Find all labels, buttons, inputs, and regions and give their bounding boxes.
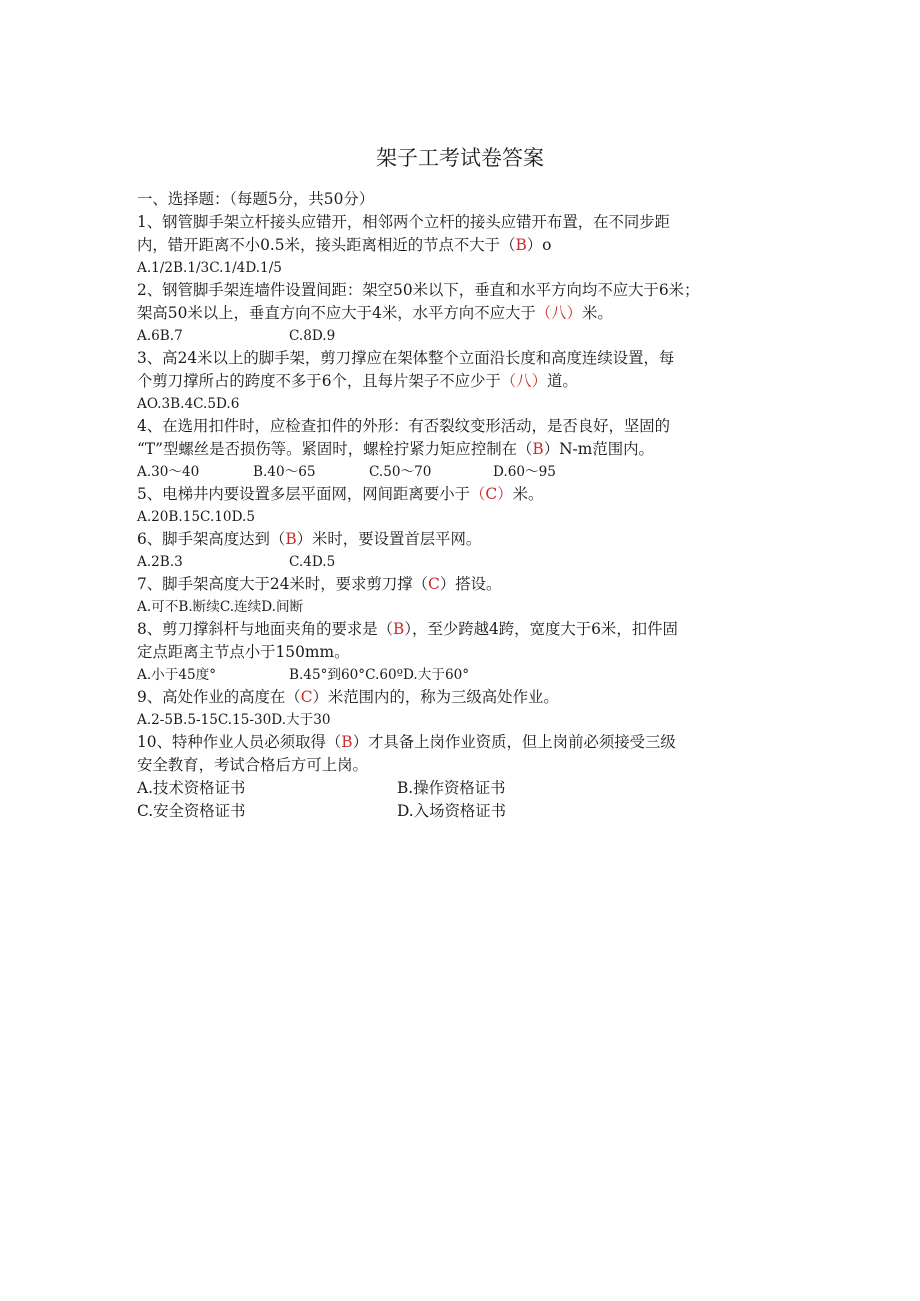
- question-4-line-2: [137, 438, 787, 461]
- question-9-line-1: [137, 686, 787, 709]
- option-cd: C.4D.5: [289, 554, 336, 570]
- question-6-line-1: [137, 528, 787, 551]
- question-7-options: A.可不B.断续C.连续D.间断: [137, 599, 304, 615]
- question-8-line-1: [137, 618, 787, 641]
- question-10-options-row-2: [137, 800, 787, 823]
- option-bcd: B.45°到60°C.60ºD.大于60°: [289, 667, 470, 683]
- question-6-options: [137, 551, 787, 573]
- question-10-line-2: 安全教育，考试合格后方可上岗。: [137, 756, 368, 774]
- option-a: A.技术资格证书: [137, 779, 246, 797]
- question-2-line-2: [137, 302, 787, 325]
- question-list: [137, 188, 787, 823]
- option-ab: A.2B.3: [137, 554, 183, 570]
- question-10-line-1: [137, 731, 787, 754]
- answer-1: B: [515, 236, 527, 254]
- page-title: 架子工考试卷答案: [376, 146, 544, 170]
- question-8-text: 8、剪刀撑斜杆与地面夹角的要求是（: [137, 620, 394, 638]
- question-3-options: AO.3B.4C.5D.6: [137, 396, 240, 412]
- question-2-text: 架高50米以上，垂直方向不应大于4米，水平方向不应大于: [137, 304, 536, 322]
- answer-8: B: [393, 620, 405, 638]
- answer-6: B: [285, 530, 297, 548]
- option-cd: C.8D.9: [289, 328, 336, 344]
- question-9-tail: ）米范围内的，称为三级高处作业。: [312, 688, 559, 706]
- answer-5: （C）: [470, 485, 513, 503]
- section-heading: 一、选择题：（每题5分，共50分）: [137, 190, 375, 208]
- question-4-text: “T”型螺丝是否损伤等。紧固时，螺栓拧紧力矩应控制在（: [137, 440, 533, 458]
- question-4-tail: ）N-m范围内。: [543, 440, 654, 458]
- answer-10: B: [341, 733, 353, 751]
- question-5-line-1: [137, 483, 787, 506]
- question-2-options: [137, 325, 787, 347]
- question-8-line-2: 定点距离主节点小于150mm。: [137, 643, 350, 661]
- question-2-line-1: 2、钢管脚手架连墙件设置间距：架空50米以下，垂直和水平方向均不应大于6米；: [137, 281, 700, 299]
- option-b: B.操作资格证书: [397, 779, 506, 797]
- option-a: A.小于45度°: [137, 667, 217, 683]
- question-4-options: [137, 461, 787, 483]
- question-4-line-1: 4、在选用扣件时，应检查扣件的外形：有否裂纹变形活动，是否良好，坚固的: [137, 417, 671, 435]
- question-5-text: 5、电梯井内要设置多层平面网，网间距离要小于: [137, 485, 470, 503]
- question-8-tail: ），至少跨越4跨，宽度大于6米，扣件固: [404, 620, 678, 638]
- question-10-tail: ）才具备上岗作业资质，但上岗前必须接受三级: [352, 733, 676, 751]
- question-7-line-1: [137, 573, 787, 596]
- question-9-options: A.2-5B.5-15C.15-30D.大于30: [137, 712, 331, 728]
- question-5-tail: 米。: [512, 485, 544, 503]
- answer-9: C: [300, 688, 313, 706]
- question-1-text: 内，错开距离不小0.5米，接头距离相近的节点不大于（: [137, 236, 516, 254]
- question-3-tail: 道。: [546, 372, 578, 390]
- option-c: C.50～70: [369, 464, 432, 480]
- question-3-text: 个剪刀撑所占的跨度不多于6个，且每片架子不应少于: [137, 372, 501, 390]
- option-c: C.安全资格证书: [137, 802, 246, 820]
- question-1-options: A.1/2B.1/3C.1/4D.1/5: [137, 260, 282, 276]
- question-1-line-1: 1、钢管脚手架立杆接头应错开，相邻两个立杆的接头应错开布置，在不同步距: [137, 213, 671, 231]
- option-a: A.30～40: [137, 464, 200, 480]
- question-7-text: 7、脚手架高度大于24米时，要求剪刀撑（: [137, 575, 429, 593]
- question-3-line-2: [137, 370, 787, 393]
- option-d: D.入场资格证书: [397, 802, 507, 820]
- answer-7: C: [428, 575, 440, 593]
- answer-2: （八）: [535, 304, 582, 322]
- question-5-options: A.20B.15C.10D.5: [137, 509, 255, 525]
- question-2-tail: 米。: [581, 304, 613, 322]
- option-d: D.60～95: [493, 464, 556, 480]
- question-7-tail: ）搭设。: [439, 575, 502, 593]
- question-10-options-row-1: [137, 777, 787, 800]
- option-ab: A.6B.7: [137, 328, 183, 344]
- answer-3: （八）: [500, 372, 547, 390]
- question-1-tail: ）o: [526, 236, 552, 254]
- option-b: B.40～65: [253, 464, 316, 480]
- question-6-text: 6、脚手架高度达到（: [137, 530, 286, 548]
- question-1-line-2: [137, 234, 787, 257]
- question-6-tail: ）米时，要设置首层平网。: [296, 530, 482, 548]
- question-8-options: [137, 664, 787, 686]
- answer-4: B: [532, 440, 544, 458]
- question-10-text: 10、特种作业人员必须取得（: [137, 733, 342, 751]
- question-9-text: 9、高处作业的高度在（: [137, 688, 301, 706]
- question-3-line-1: 3、高24米以上的脚手架，剪刀撑应在架体整个立面沿长度和高度连续设置，每: [137, 349, 675, 367]
